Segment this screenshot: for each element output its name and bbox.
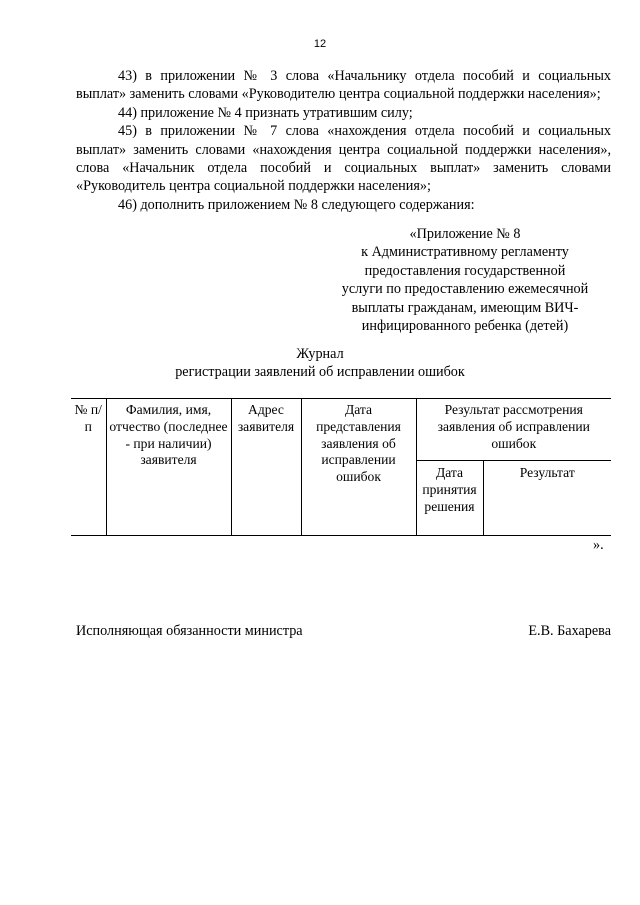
appendix-line: инфицированного ребенка (детей) xyxy=(361,318,569,335)
journal-table xyxy=(71,398,611,536)
closing-quote: ». xyxy=(593,537,604,553)
amendment-45: 45) в приложении № 7 слова «нахождения отдела пособий и социальных выплат» заменить словами «нахождения центра социальной поддержки населения», слова «Начальник отдела пособий и социальных выплат» заменить словами «Руководитель центра социальной поддержки населения»; xyxy=(76,123,611,195)
journal-heading xyxy=(0,345,640,382)
col-header-address: Адрес заявителя xyxy=(231,399,301,536)
col-header-number: № п/п xyxy=(71,399,106,536)
col-header-result-group: Результат рассмотрения заявления об исправлении ошибок xyxy=(416,399,611,461)
amendment-44: 44) приложение № 4 признать утратившим силу; xyxy=(118,104,413,121)
appendix-line: услуги по предоставлению ежемесячной xyxy=(341,281,589,298)
appendix-line: выплаты гражданам, имеющим ВИЧ- xyxy=(351,299,579,316)
col-header-date-submitted: Дата представления заявления об исправлении ошибок xyxy=(301,399,416,536)
appendix-header xyxy=(330,225,600,335)
signatory-name: Е.В. Бахарева xyxy=(528,623,611,639)
appendix-line: предоставления государственной xyxy=(364,262,566,279)
amendment-43: 43) в приложении № 3 слова «Начальнику отдела пособий и социальных выплат» заменить словами «Руководителю центра социальной поддержки населения»; xyxy=(76,68,611,103)
col-header-result: Результат xyxy=(483,461,611,536)
col-header-decision-date: Дата принятия решения xyxy=(416,461,483,536)
appendix-line: к Административному регламенту xyxy=(361,244,569,261)
appendix-line: «Приложение № 8 xyxy=(409,226,521,242)
amendment-46: 46) дополнить приложением № 8 следующего содержания: xyxy=(118,196,475,213)
col-header-name: Фамилия, имя, отчество (последнее - при наличии) заявителя xyxy=(106,399,231,536)
journal-title: Журнал xyxy=(296,346,344,362)
signatory-position: Исполняющая обязанности министра xyxy=(76,623,303,639)
page-number: 12 xyxy=(313,38,327,50)
journal-subtitle: регистрации заявлений об исправлении ошибок xyxy=(175,364,465,381)
amendments-text xyxy=(76,67,611,214)
